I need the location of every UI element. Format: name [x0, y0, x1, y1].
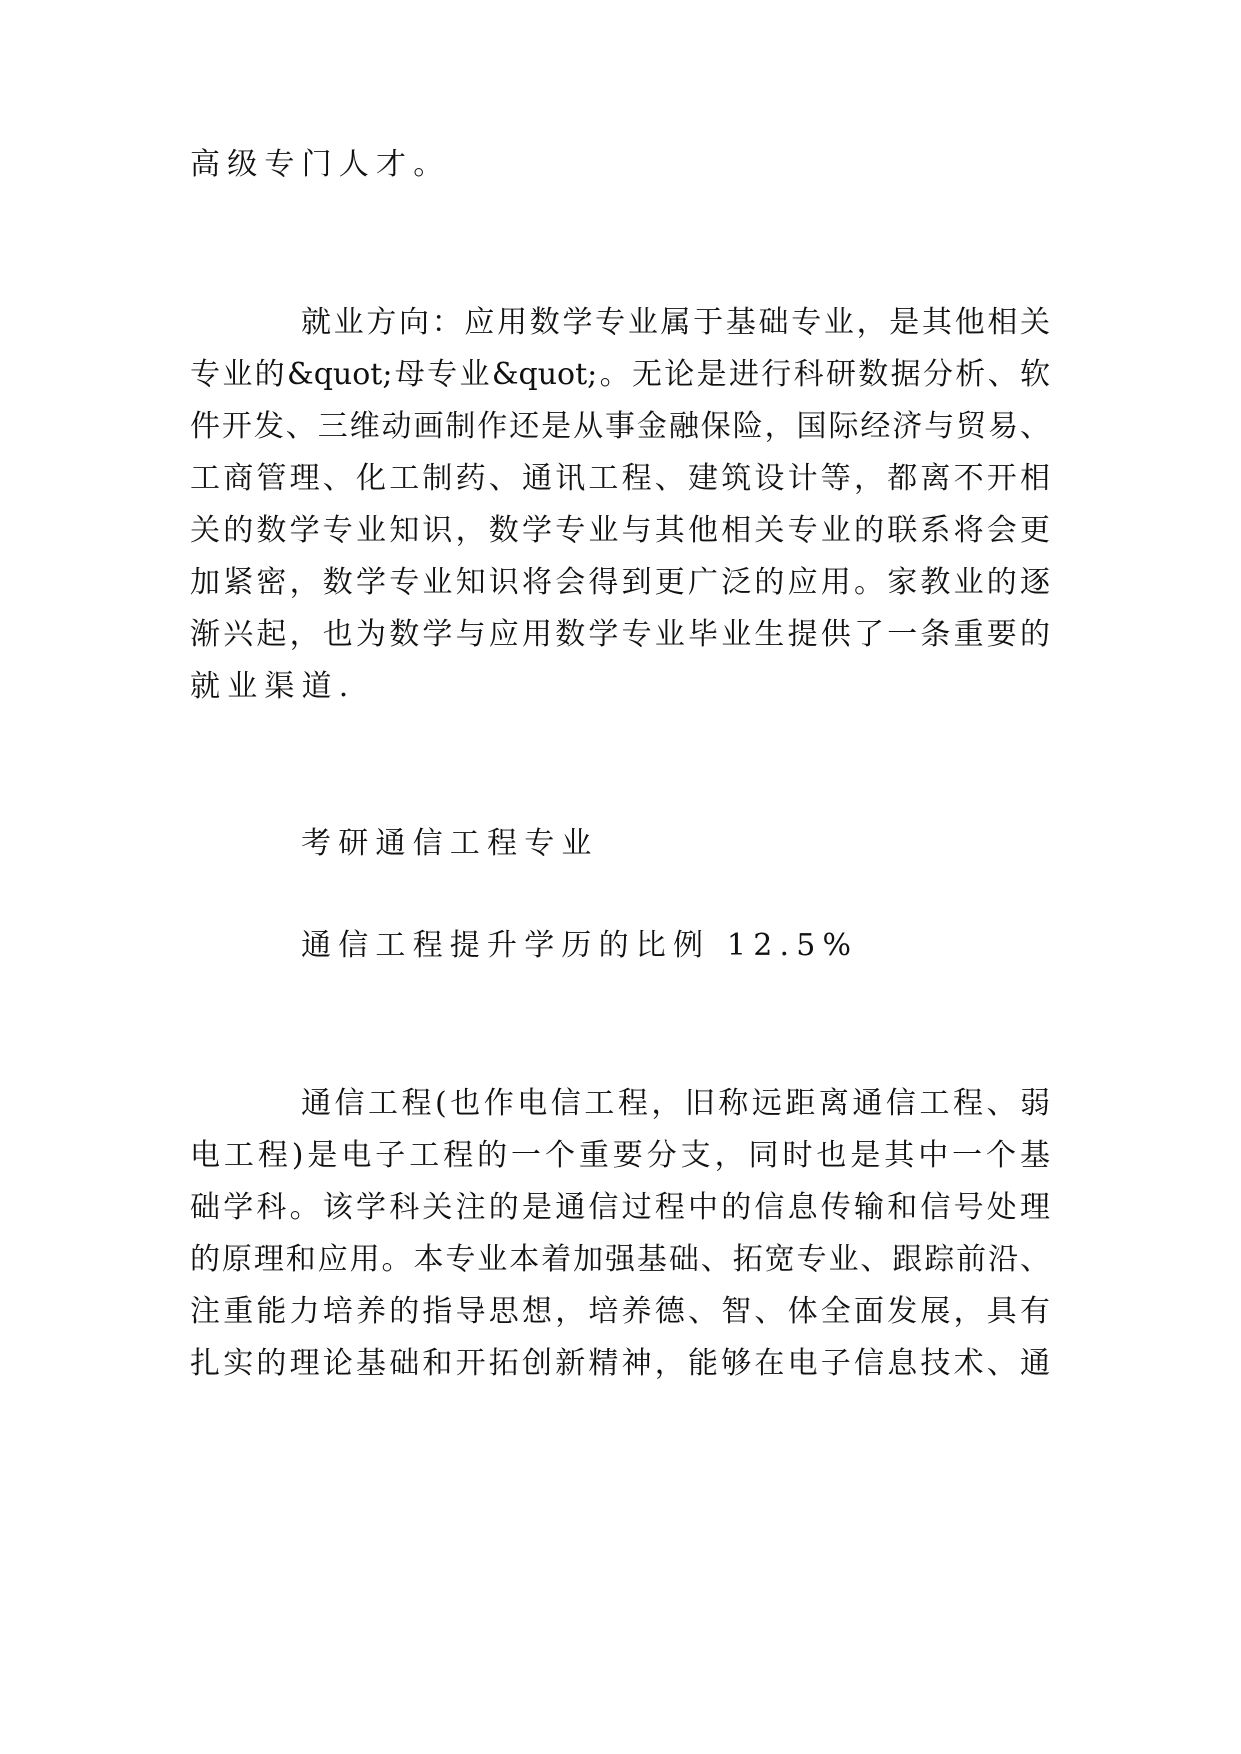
- paragraph-2-line-3: 件开发、三维动画制作还是从事金融保险，国际经济与贸易、: [190, 409, 1050, 444]
- paragraph-1-line-1: 高级专门人才。: [190, 147, 451, 182]
- paragraph-3-line-6: 扎实的理论基础和开拓创新精神，能够在电子信息技术、通: [190, 1346, 1050, 1381]
- paragraph-3-line-2: 电工程)是电子工程的一个重要分支，同时也是其中一个基: [190, 1138, 1050, 1173]
- paragraph-2-line-1: 就业方向：应用数学专业属于基础专业，是其他相关: [301, 305, 1050, 340]
- paragraph-3-line-1: 通信工程(也作电信工程，旧称远距离通信工程、弱: [301, 1086, 1050, 1121]
- paragraph-2-line-7: 渐兴起，也为数学与应用数学专业毕业生提供了一条重要的: [190, 617, 1050, 652]
- paragraph-3-line-5: 注重能力培养的指导思想，培养德、智、体全面发展，具有: [190, 1294, 1050, 1329]
- paragraph-2-line-5: 关的数学专业知识，数学专业与其他相关专业的联系将会更: [190, 513, 1050, 548]
- paragraph-3-line-4: 的原理和应用。本专业本着加强基础、拓宽专业、跟踪前沿、: [190, 1242, 1050, 1277]
- paragraph-2-line-4: 工商管理、化工制药、通讯工程、建筑设计等，都离不开相: [190, 461, 1050, 496]
- paragraph-3-line-3: 础学科。该学科关注的是通信过程中的信息传输和信号处理: [190, 1190, 1050, 1225]
- paragraph-2-line-2: 专业的&quot;母专业&quot;。无论是进行科研数据分析、软: [190, 357, 1050, 392]
- section-heading: 考研通信工程专业: [301, 826, 599, 861]
- stat-line: 通信工程提升学历的比例 12.5%: [301, 928, 859, 963]
- paragraph-2-line-6: 加紧密，数学专业知识将会得到更广泛的应用。家教业的逐: [190, 565, 1050, 600]
- paragraph-2-line-8: 就业渠道.: [190, 669, 356, 704]
